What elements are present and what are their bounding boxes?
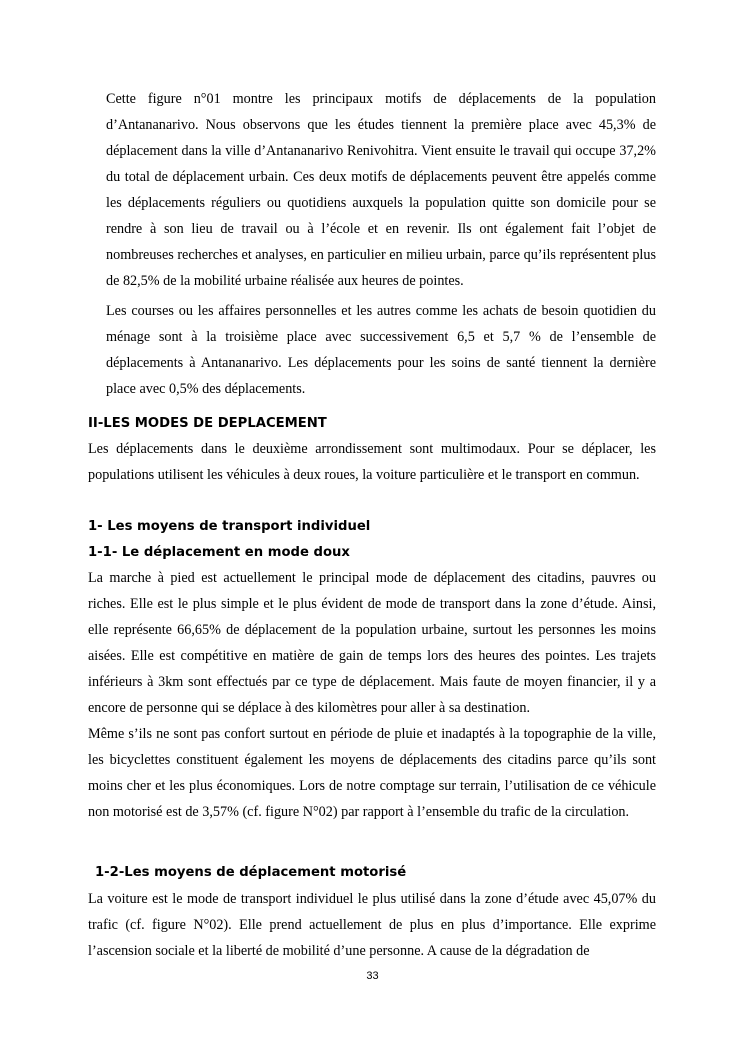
paragraph-shopping-health: Les courses ou les affaires personnelles et les autres comme les achats de besoin quotidien du ménage sont à la troisième place avec successivement 6,5 et 5,7 % de l’ensemble de déplacements à Antananarivo. Les déplacements pour les soins de santé tiennent la dernière place avec 0,5% des déplacements.: [106, 303, 656, 397]
paragraph-walking: La marche à pied est actuellement le principal mode de déplacement des citadins, pauvres ou riches. Elle est le plus simple et le plus évident de mode de transport dans la zone d’étude. Ainsi, elle représente 66,65% de déplacement de la population urbaine, surtout les personnes les moins aisées. Elle est compétitive en matière de gain de temps lors des heures des pointes. Les trajets inférieurs à 3km sont effectués par ce type de déplacement. Mais faute de moyen financier, il y a encore de personne qui se déplace à des kilomètres pour aller à sa destination.: [88, 570, 656, 716]
paragraph-car: La voiture est le mode de transport individuel le plus utilisé dans la zone d’étude avec 45,07% du trafic (cf. figure N°02). Elle prend actuellement de plus en plus d’importance. Elle exprime l’ascension sociale et la liberté de mobilité d’une personne. A cause de la dégradation de: [88, 891, 656, 959]
heading-transport-individuel: 1- Les moyens de transport individuel: [88, 519, 371, 534]
paragraph-bicycles: Même s’ils ne sont pas confort surtout en période de pluie et inadaptés à la topographie de la ville, les bicyclettes constituent également les moyens de déplacements des citadins parce qu’ils sont moins cher et les plus économiques. Lors de notre comptage sur terrain, l’utilisation de ce véhicule non motorisé est de 3,57% (cf. figure N°02) par rapport à l’ensemble du trafic de la circulation.: [88, 726, 656, 820]
paragraph-study-motives: Cette figure n°01 montre les principaux motifs de déplacements de la population d’Antananarivo. Nous observons que les études tiennent la première place avec 45,3% de déplacement dans la ville d’Antananarivo Renivohitra. Vient ensuite le travail qui occupe 37,2% du total de déplacement urbain. Ces deux motifs de déplacements peuvent être appelés comme les déplacements réguliers ou quotidiens auxquels la population quitte son domicile pour se rendre à son lieu de travail ou à l’école et en revenir. Ils ont également fait l’objet de nombreuses recherches et analyses, en particulier en milieu urbain, parce qu’ils représentent plus de 82,5% de la mobilité urbaine réalisée aux heures de pointes.: [106, 91, 656, 289]
heading-modes-deplacement: II-LES MODES DE DEPLACEMENT: [88, 416, 327, 431]
paragraph-multimodal: Les déplacements dans le deuxième arrondissement sont multimodaux. Pour se déplacer, les populations utilisent les véhicules à deux roues, la voiture particulière et le transport en commun.: [88, 441, 656, 483]
heading-deplacement-motorise: 1-2-Les moyens de déplacement motorisé: [95, 865, 407, 880]
page-number: 33: [366, 970, 379, 982]
heading-mode-doux: 1-1- Le déplacement en mode doux: [88, 545, 350, 560]
